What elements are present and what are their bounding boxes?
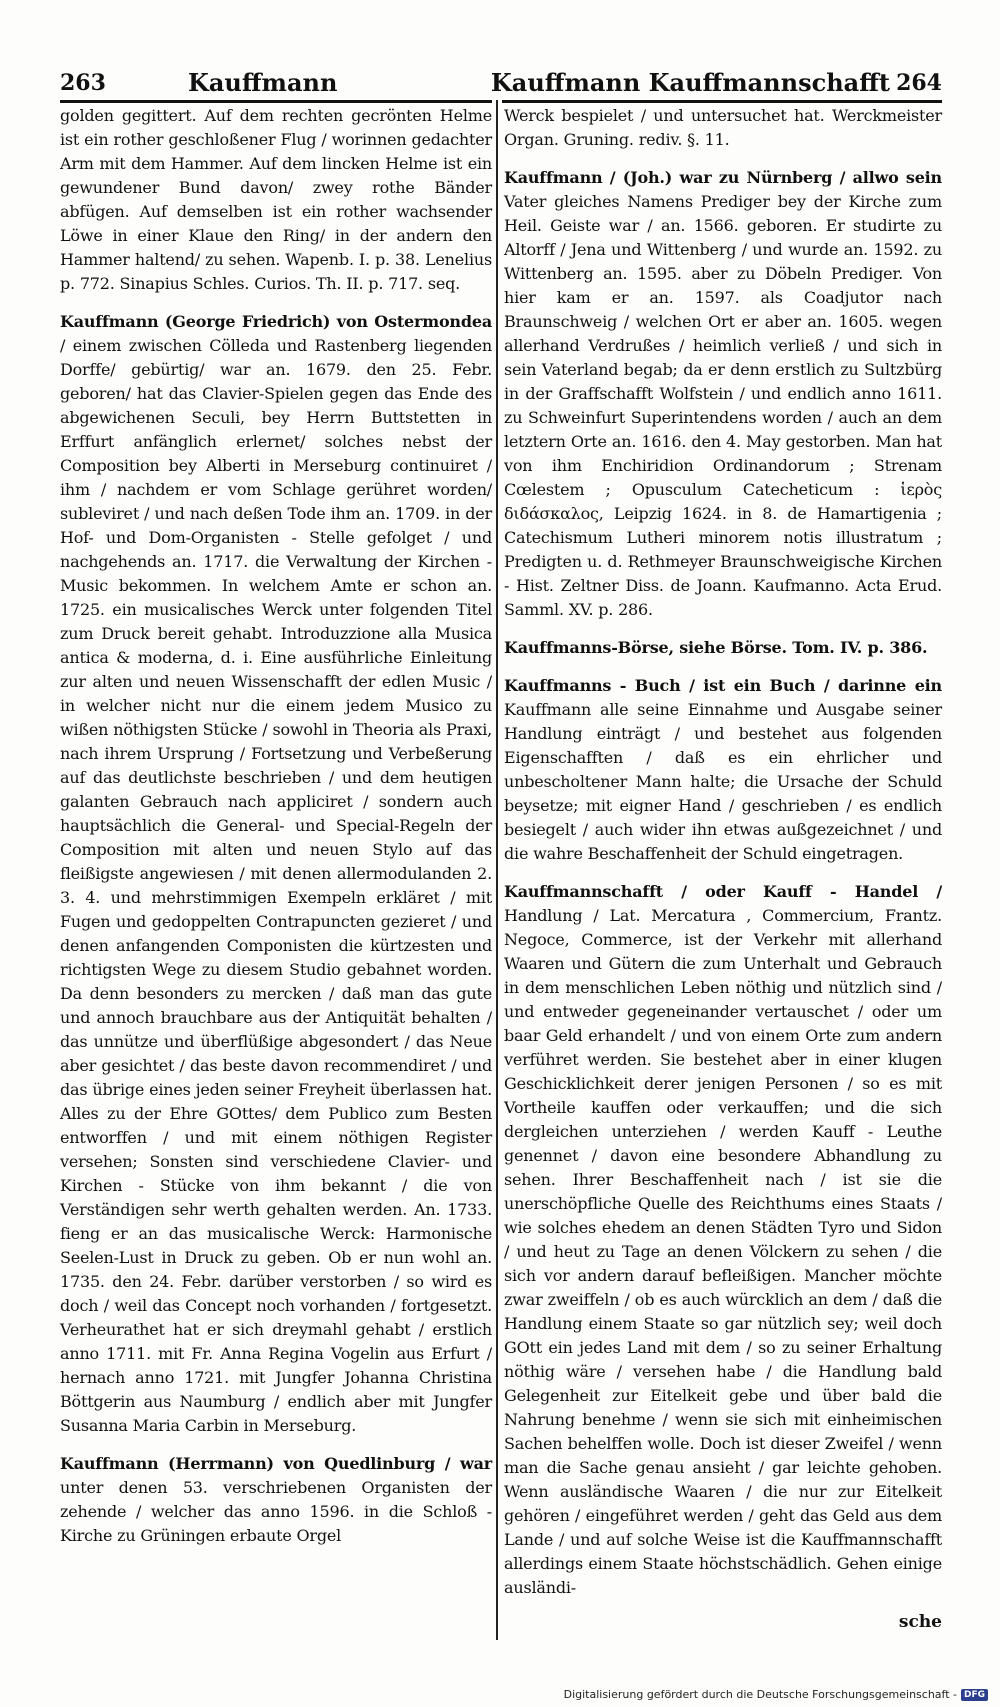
entry-paragraph: Kauffmann (George Friedrich) von Ostermondea / einem zwischen Cölleda und Rastenberg liegenden Dorffe/ gebürtig/ war an. 1679. den 25. Febr. geboren/ hat das Clavier-Spielen gegen das Ende des abgewichenen Seculi, bey Herrn Buttstetten in Erffurt anfänglich erlernet/ solches nebst der Composition bey Alberti in Merseburg continuiret / ihm / nachdem er vom Schlage gerühret worden/ subleviret / und nach deßen Tode ihm an. 1709. in der Hof- und Dom-Organisten - Stelle gefolget / und nachgehends an. 1717. die Verwaltung der Kirchen - Music bekommen. In welchem Amte er schon an. 1725. ein musicalisches Werck unter folgenden Titel zum Druck bereit gehabt. Introduzzione alla Musica antica & moderna, d. i. Eine ausführliche Einleitung zur alten und neuen Wissenschafft der edlen Music / in welcher nicht nur die einem jedem Musico zu wißen nöthigsten Stücke / sowohl in Theoria als Praxi, nach ihrem Ursprung / Fortsetzung und Verbeßerung auf das deutlichste beschrieben / und dem heutigen galanten Gebrauch nach appliciret / sondern auch hauptsächlich die General- und Special-Regeln der Composition mit alten und neuen Stylo auf das fleißigste angewiesen / mit denen allermodulanden 2. 3. 4. und mehrstimmigen Exempeln erkläret / mit Fugen und gedoppelten Contrapuncten gezieret / und denen anfangenden Componisten die kürtzesten und richtigsten Wege zu diesem Studio gebahnet worden. Da denn besonders zu mercken / daß man das gute und annoch brauchbare aus der Antiquität behalten / das unnütze und überflüßige abgesondert / das Neue aber gesichtet / das beste davon recommendiret / und das übrige eines jeden seiner Freyheit überlassen hat. Alles zu der Ehre GOttes/ dem Publico zum Besten entworffen / und mit einem nöthigen Register versehen; Sonsten sind verschiedene Clavier- und Kirchen - Stücke von ihm bekannt / die von Verständigen sehr werth gehalten werden. An. 1733. fieng er an das musicalische Werck: Harmonische Seelen-Lust in Druck zu geben. Ob er nun wohl an. 1735. den 24. Febr. darüber verstorben / so wird es doch / weil das Concept noch vorhanden / fortgesetzt. Verheurathet hat er sich dreymahl gehabt / erstlich anno 1711. mit Fr. Anna Regina Vogelin aus Erfurt / hernach anno 1721. mit Jungfer Johanna Christina Böttgerin aus Naumburg / endlich aber mit Jungfer Susanna Maria Carbin in Merseburg. bbox=[60, 312, 492, 1435]
entry-paragraph: Kauffmann (Herrmann) von Quedlinburg / war unter denen 53. verschriebenen Organisten der zehende / welcher das anno 1596. in die Schloß - Kirche zu Grüningen erbaute Orgel bbox=[60, 1454, 492, 1545]
left-running-head: Kauffmann bbox=[188, 68, 338, 97]
left-column bbox=[60, 104, 492, 1548]
column-divider bbox=[496, 100, 498, 1640]
entry-paragraph: Kauffmanns - Buch / ist ein Buch / darinne ein Kauffmann alle seine Einnahme und Ausgabe seiner Handlung einträgt / und bestehet aus folgenden Eigenschafften / daß es ein ehrlicher und unbescholtener Mann halte; die Ursache der Schuld beysetze; mit eigner Hand / geschrieben / es endlich besiegelt / auch wider ihn etwas außgezeichnet / und die wahre Beschaffenheit der Schuld eingetragen. bbox=[504, 676, 942, 863]
entry-paragraph: Kauffmanns-Börse, siehe Börse. Tom. IV. p. 386. bbox=[504, 638, 928, 657]
text-paragraph: golden gegittert. Auf dem rechten gecrönten Helme ist ein rother geschloßener Flug / worinnen gedachter Arm mit dem Hammer. Auf dem lincken Helme ist ein gewundener Bund davon/ zwey rothe Bänder abfügen. Auf demselben ist ein rother wachsender Löwe in einer Klaue den Ring/ in der andern den Hammer haltend/ zu sehen. Wapenb. I. p. 38. Lenelius p. 772. Sinapius Schles. Curios. Th. II. p. 717. seq. bbox=[60, 106, 492, 293]
footer-text: Digitalisierung gefördert durch die Deutsche Forschungsgemeinschaft - bbox=[563, 1688, 957, 1701]
right-running-head: Kauffmann Kauffmannschafft bbox=[490, 68, 890, 97]
header-rule-left bbox=[60, 100, 492, 103]
page-header bbox=[60, 66, 942, 100]
entry-paragraph: Kauffmann / (Joh.) war zu Nürnberg / allwo sein Vater gleiches Namens Prediger bey der Kirche zum Heil. Geiste war / an. 1566. geboren. Er studirte zu Altorff / Jena und Wittenberg / und wurde an. 1592. zu Wittenberg an. 1595. aber zu Döbeln Prediger. Von hier kam er an. 1597. als Coadjutor nach Braunschweig / welchen Ort er aber an. 1605. wegen allerhand Verdrußes / heimlich verließ / und sich in sein Vaterland begab; da er denn erstlich zu Sultzbürg in der Graffschafft Wolfstein / und endlich anno 1611. zu Schweinfurt Superintendens worden / auch an dem letztern Orte an. 1616. den 4. May gestorben. Man hat von ihm Enchiridion Ordinandorum ; Strenam Cœlestem ; Opusculum Catecheticum : ἱερὸς διδάσκαλος, Leipzig 1624. in 8. de Hamartigenia ; Catechismum Lutheri minorem notis illustratum ; Predigten u. d. Rethmeyer Braunschweigische Kirchen - Hist. Zeltner Diss. de Joann. Kaufmanno. Acta Erud. Samml. XV. p. 286. bbox=[504, 168, 942, 619]
left-page-number: 263 bbox=[60, 70, 106, 96]
right-page-number: 264 bbox=[896, 70, 942, 96]
header-rule-right bbox=[502, 100, 942, 103]
text-paragraph: Werck bespielet / und untersuchet hat. Werckmeister Organ. Gruning. rediv. §. 11. bbox=[504, 106, 942, 149]
entry-paragraph: Kauffmannschafft / oder Kauff - Handel / Handlung / Lat. Mercatura , Commercium, Frantz. Negoce, Commerce, ist der Verkehr mit allerhand Waaren und Gütern die zum Unterhalt und Gebrauch in dem menschlichen Leben nöthig und nützlich sind / und entweder gegeneinander vertauschet / oder um baar Geld erhandelt / und von einem Orte zum andern verführet werden. Sie bestehet aber in einer klugen Geschicklichkeit derer jenigen Personen / so es mit Vortheile kauffen oder verkauffen; und die sich dergleichen unterziehen / werden Kauff - Leuthe genennet / davon eine besondere Abhandlung zu sehen. Ihrer Beschaffenheit nach / ist sie die unerschöpfliche Quelle des Reichthums eines Staats / wie solches ehedem an denen Städten Tyro und Sidon / und heut zu Tage an denen Völckern zu sehen / die sich vor andern darauf befleißigen. Mancher möchte zwar zweiffeln / ob es auch würcklich an dem / daß die Handlung einem Staate so gar nützlich sey; weil doch GOtt ein jedes Land mit dem / so zu seiner Erhaltung nöthig wäre / versehen habe / die Handlung bald Gelegenheit zur Eitelkeit gebe und über bald die Nahrung benehme / wenn sie sich mit einheimischen Sachen behelffen wolle. Doch ist dieser Zweifel / wenn man die Sache genau ansieht / gar leichte gehoben. Wenn ausländische Waaren / die nur zur Eitelkeit gehören / eingeführet werden / geht das Geld aus dem Lande / und auf solche Weise ist die Kauffmannschafft allerdings einem Staate höchstschädlich. Gehen einige ausländi- bbox=[504, 882, 942, 1597]
right-column bbox=[504, 104, 942, 1600]
digitization-footer bbox=[564, 1688, 988, 1701]
catchword: sche bbox=[898, 1612, 942, 1632]
dfg-logo: DFG bbox=[961, 1689, 988, 1701]
